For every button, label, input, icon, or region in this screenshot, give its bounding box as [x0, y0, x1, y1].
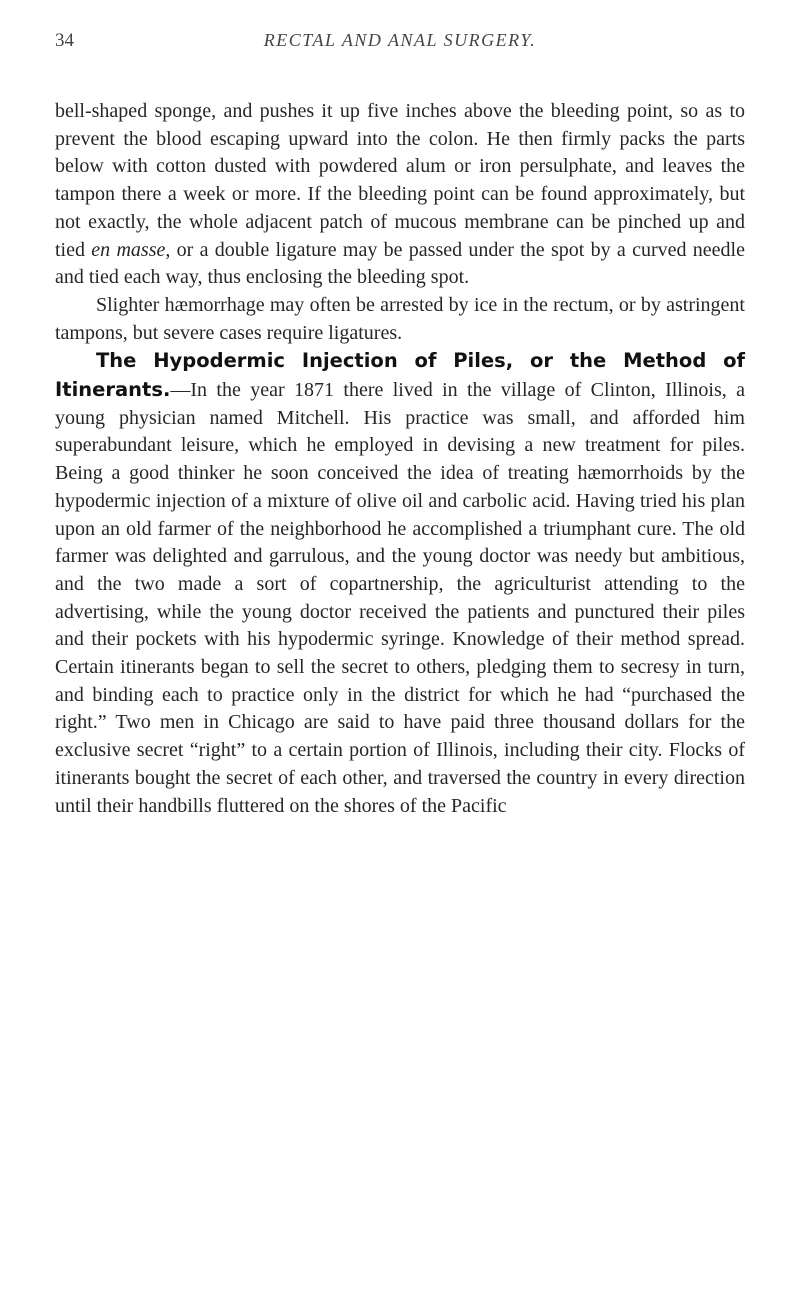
paragraph-2: Slighter hæmorrhage may often be arrested by ice in the rectum, or by astringent tampons, but severe cases require ligatures.: [55, 293, 745, 344]
running-title: RECTAL AND ANAL SURGERY.: [263, 30, 537, 50]
paragraph-1-text-end: , or a double ligature may be passed under the spot by a curved needle and tied each way, thus enclosing the bleeding spot.: [55, 238, 745, 289]
running-head: [55, 30, 745, 60]
paragraph-3-text: —In the year 1871 there lived in the village of Clinton, Illinois, a young physician named Mitchell. His practice was small, and afforded him superabundant leisure, which he employed in devising a new treatment for piles. Being a good thinker he soon conceived the idea of treating hæmorrhoids by the hypodermic injection of a mixture of olive oil and carbolic acid. Having tried his plan upon an old farmer of the neighborhood he accomplished a triumphant cure. The old farmer was delighted and garrulous, and the young doctor was needy but ambitious, and the two made a sort of copartnership, the agriculturist attending to the advertising, while the young doctor received the patients and punctured their piles and their pockets with his hypodermic syringe. Knowledge of their method spread. Certain itinerants began to sell the secret to others, pledging them to secresy in turn, and binding each to practice only in the district for which he had “purchased the right.” Two men in Chicago are said to have paid three thousand dollars for the exclusive secret “right” to a certain portion of Illinois, including their city. Flocks of itinerants bought the secret of each other, and traversed the country in every direction until their handbills fluttered on the shores of the Pacific: [55, 379, 745, 817]
section-heading: The Hypodermic Injection of Piles, or the Method of Itinerants.: [55, 349, 745, 402]
paragraph-3: [55, 347, 745, 820]
page-number: 34: [55, 30, 74, 51]
italic-phrase: en masse: [91, 238, 166, 261]
paragraph-1: [55, 98, 745, 292]
paragraph-1-text-start: bell-shaped sponge, and pushes it up five inches above the bleeding point, so as to prevent the blood escaping upward into the colon. He then firmly packs the parts below with cotton dusted with powdered alum or iron persulphate, and leaves the tampon there a week or more. If the bleeding point can be found approximately, but not exactly, the whole adjacent patch of mucous membrane can be pinched up and tied: [55, 100, 745, 261]
body-text: [55, 98, 745, 820]
